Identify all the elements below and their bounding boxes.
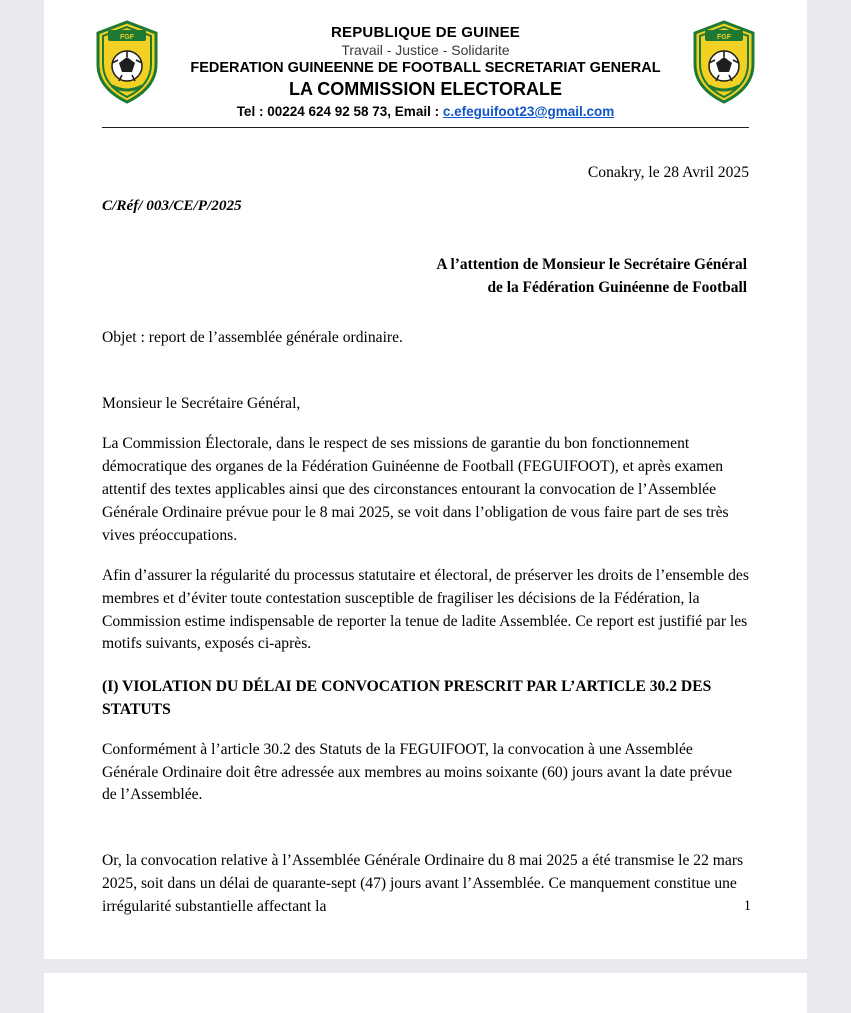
federation-title: FEDERATION GUINEENNE DE FOOTBALL SECRETARIAT GENERAL	[190, 60, 661, 76]
subject-line: Objet : report de l’assemblée générale ordinaire.	[102, 328, 403, 346]
republic-motto: Travail - Justice - Solidarite	[341, 42, 510, 58]
paragraph-1: La Commission Électorale, dans le respect de ses missions de garantie du bon fonctionnement démocratique des organes de la Fédération Guinéenne de Football (FEGUIFOOT), et après examen attentif des textes applicables ainsi que des circonstances entourant la convocation de l’Assemblée Générale Ordinaire prévue pour le 8 mai 2025, se voit dans l’obligation de vous faire part de ses très vives préoccupations.	[102, 435, 729, 544]
letterhead	[94, 14, 757, 119]
letter-body	[94, 162, 757, 919]
salutation: Monsieur le Secrétaire Général,	[102, 395, 301, 413]
reference-number: C/Réf/ 003/CE/P/2025	[102, 196, 242, 214]
paragraph-3: Conformément à l’article 30.2 des Statuts de la FEGUIFOOT, la convocation à une Assemblée Générale Ordinaire doit être adressée aux membres au moins soixante (60) jours avant la date prévue de l’Assemblée.	[102, 740, 733, 804]
svg-text:FGF: FGF	[120, 34, 134, 41]
contact-label: Tel : 00224 624 92 58 73, Email :	[236, 104, 440, 119]
crest-right-icon	[691, 20, 757, 104]
letterhead-text	[166, 16, 685, 119]
republic-title: REPUBLIQUE DE GUINEE	[330, 24, 521, 41]
document-page-1	[44, 0, 807, 959]
document-page-2	[44, 973, 807, 1013]
section-heading-1: (I) VIOLATION DU DÉLAI DE CONVOCATION PRESCRIT PAR L’ARTICLE 30.2 DES STATUTS	[102, 678, 712, 718]
header-divider	[102, 127, 749, 128]
contact-line	[166, 104, 685, 119]
paragraph-2: Afin d’assurer la régularité du processus statutaire et électoral, de préserver les droits de l’ensemble des membres et d’éviter toute contestation susceptible de fragiliser les décisions de la Fédération, la Commission estime indispensable de reporter la tenue de ladite Assemblée. Ce report est justifié par les motifs suivants, exposés ci-après.	[102, 566, 749, 653]
addressee-line-1: A l’attention de Monsieur le Secrétaire Général	[436, 255, 747, 273]
svg-text:FGF: FGF	[717, 34, 731, 41]
email-link[interactable]: c.efeguifoot23@gmail.com	[442, 104, 615, 119]
addressee-block	[102, 253, 749, 299]
paragraph-spacer	[102, 807, 749, 833]
crest-left-icon	[94, 20, 160, 104]
place-date: Conakry, le 28 Avril 2025	[587, 164, 749, 181]
page-number: 1	[743, 898, 751, 915]
commission-title: LA COMMISSION ELECTORALE	[288, 79, 562, 99]
addressee-line-2: de la Fédération Guinéenne de Football	[487, 278, 747, 296]
page-separator	[44, 959, 807, 973]
paragraph-4: Or, la convocation relative à l’Assemblée Générale Ordinaire du 8 mai 2025 a été transmise le 22 mars 2025, soit dans un délai de quarante-sept (47) jours avant l’Assemblée. Ce manquement constitue une irrégularité substantielle affectant la	[102, 852, 744, 916]
